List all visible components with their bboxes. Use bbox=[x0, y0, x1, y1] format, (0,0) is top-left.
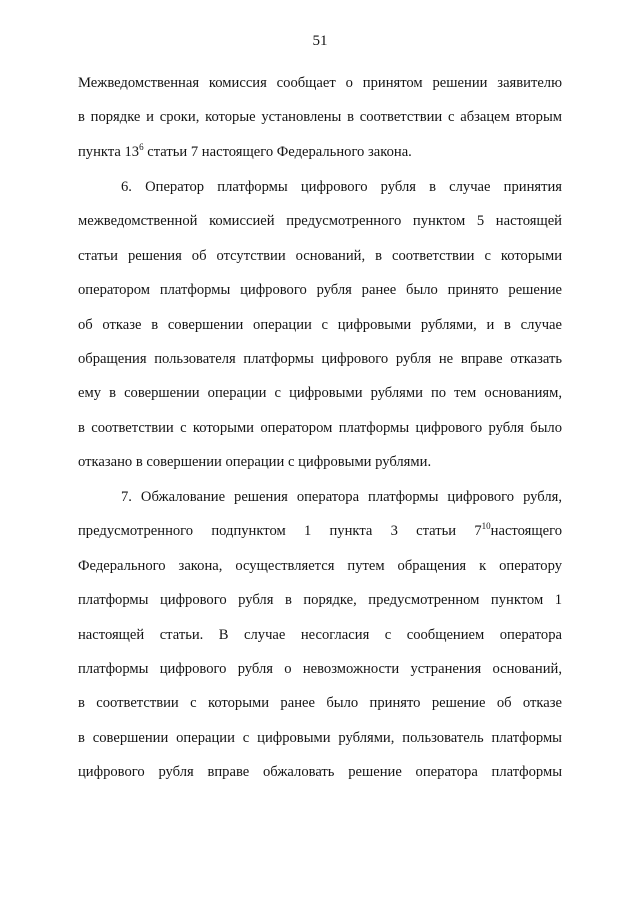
text-line: оператором платформы цифрового рубля ранее было принято решение bbox=[78, 282, 562, 299]
paragraph-6 bbox=[78, 170, 562, 480]
text-line: цифрового рубля вправе обжаловать решение оператора платформы bbox=[78, 764, 562, 781]
text-line: ему в совершении операции с цифровыми рублями по тем основаниям, bbox=[78, 385, 562, 402]
text-line: платформы цифрового рубля в порядке, предусмотренном пунктом 1 bbox=[78, 592, 562, 609]
text-fragment: пункта 13 bbox=[78, 143, 140, 160]
text-line: обращения пользователя платформы цифрового рубля не вправе отказать bbox=[78, 351, 562, 368]
text-fragment: предусмотренного подпунктом 1 пункта 3 статьи 7 bbox=[78, 523, 482, 540]
text-line: Федерального закона, осуществляется путем обращения к оператору bbox=[78, 557, 562, 574]
text-fragment: статьи 7 настоящего Федерального закона. bbox=[143, 143, 412, 160]
page-number: 51 bbox=[312, 33, 328, 49]
text-line bbox=[78, 135, 562, 169]
text-line: статьи решения об отсутствии оснований, в соответствии с которыми bbox=[78, 247, 562, 264]
text-line: в порядке и сроки, которые установлены в соответствии с абзацем вторым bbox=[78, 109, 562, 126]
paragraph-1 bbox=[78, 66, 562, 169]
text-line: в соответствии с которыми ранее было принято решение об отказе bbox=[78, 695, 562, 712]
text-line: отказано в совершении операции с цифровыми рублями. bbox=[78, 454, 432, 471]
text-fragment: настоящего bbox=[490, 523, 562, 540]
text-line: настоящей статьи. В случае несогласия с сообщением оператора bbox=[78, 626, 562, 643]
text-line: 7. Обжалование решения оператора платформы цифрового рубля, bbox=[121, 489, 562, 505]
text-line: платформы цифрового рубля о невозможности устранения оснований, bbox=[78, 661, 562, 678]
text-line: Межведомственная комиссия сообщает о принятом решении заявителю bbox=[78, 75, 562, 91]
text-line: об отказе в совершении операции с цифровыми рублями, и в случае bbox=[78, 316, 562, 333]
paragraph-7 bbox=[78, 480, 562, 790]
superscript: 10 bbox=[481, 521, 491, 532]
text-line: межведомственной комиссией предусмотренного пунктом 5 настоящей bbox=[78, 213, 562, 230]
text-line: в совершении операции с цифровыми рублями, пользователь платформы bbox=[78, 729, 562, 746]
text-line bbox=[78, 514, 562, 548]
superscript: 6 bbox=[139, 141, 144, 152]
text-line: в соответствии с которыми оператором платформы цифрового рубля было bbox=[78, 419, 562, 436]
text-line: 6. Оператор платформы цифрового рубля в случае принятия bbox=[121, 179, 562, 195]
